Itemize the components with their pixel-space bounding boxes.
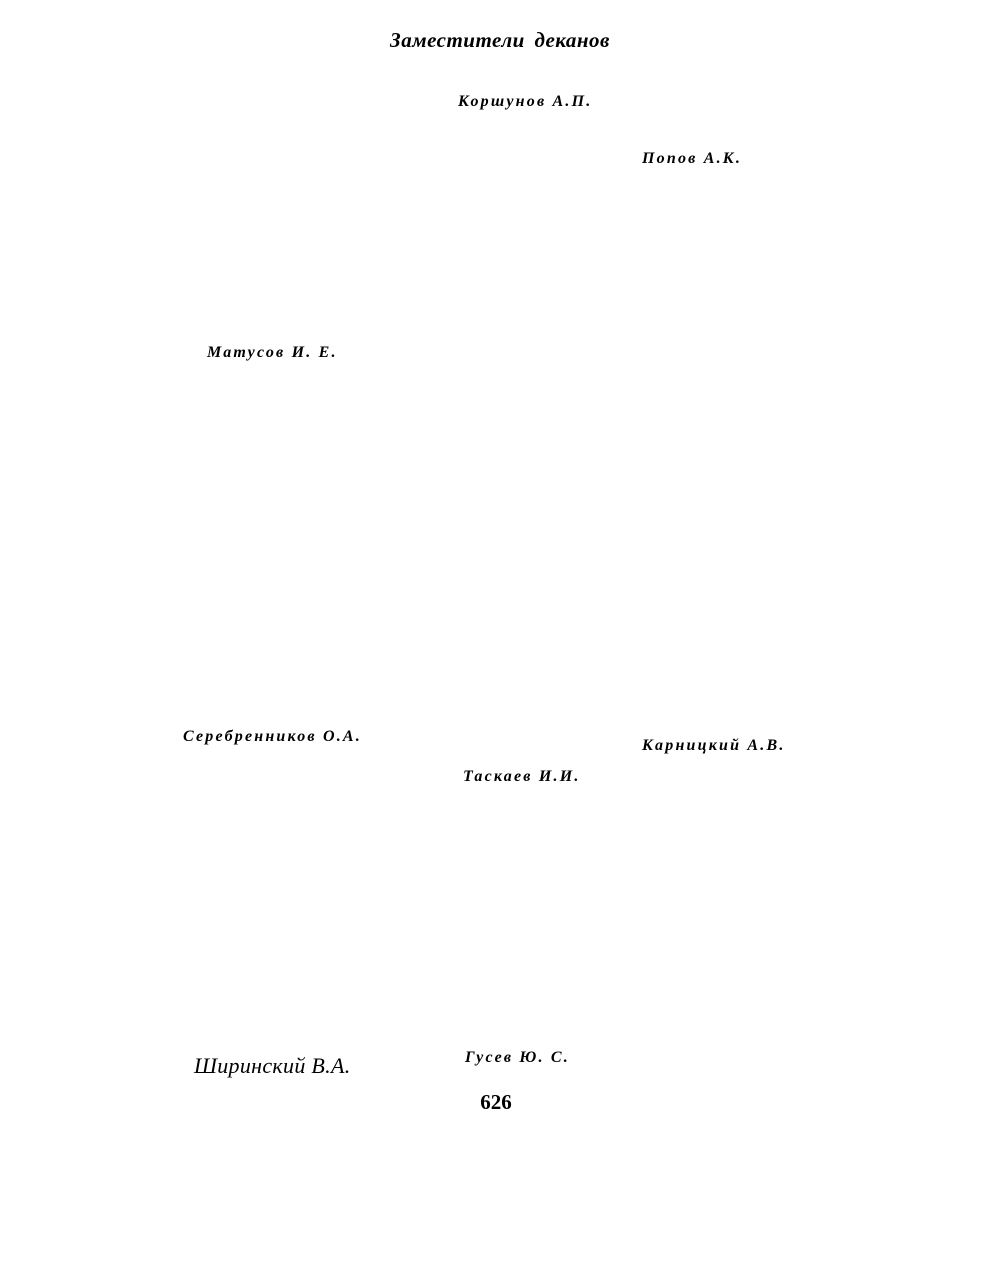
name-matusov: Матусов И. Е. [207, 344, 338, 361]
page-number: 626 [480, 1090, 512, 1114]
name-serebrennikov: Серебренников О.А. [183, 728, 362, 745]
name-korshunov: Коршунов А.П. [458, 93, 593, 110]
name-gusev: Гусев Ю. С. [465, 1049, 570, 1066]
page-title: Заместители деканов [390, 28, 610, 52]
name-taskaev: Таскаев И.И. [463, 768, 581, 785]
name-shirinsky: Ширинский В.А. [194, 1053, 351, 1078]
name-karnitsky: Карницкий А.В. [642, 737, 786, 754]
name-popov: Попов А.К. [642, 150, 743, 167]
